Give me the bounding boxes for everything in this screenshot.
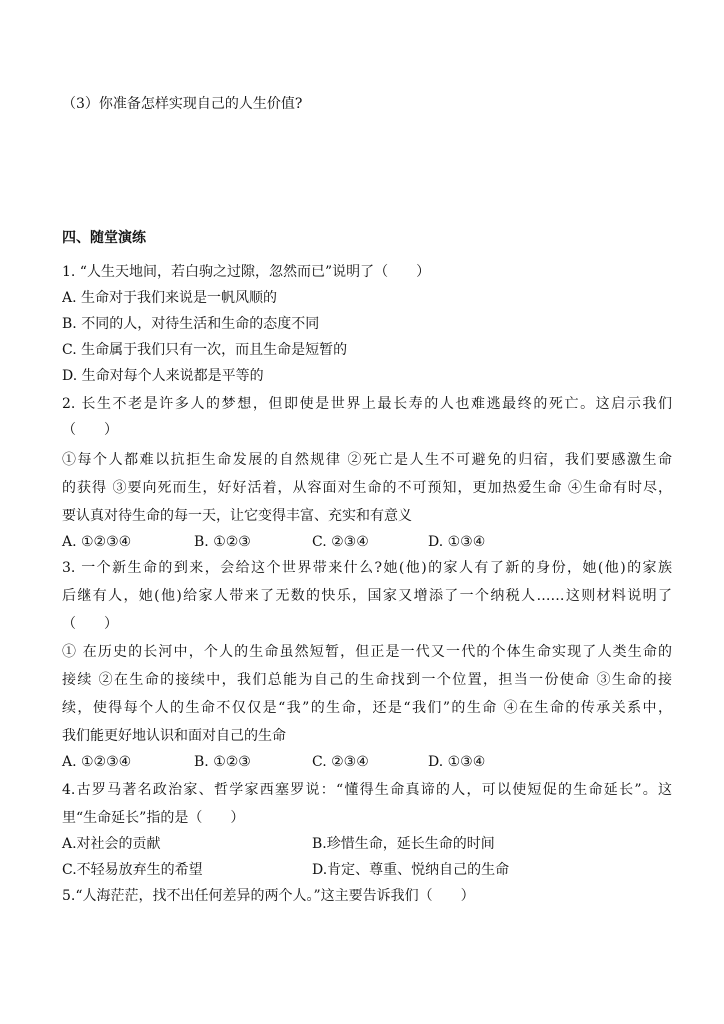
q4-option-c: C.不轻易放弃生的希望: [62, 862, 203, 878]
q3-stem-line2: 后继有人，她(他)给家人带来了无数的快乐，国家又增添了一个纳税人……这则材料说明了: [62, 588, 672, 604]
q3-body-line2: 接续 ②在生命的接续中，我们总能为自己的生命找到一个位置，担当一份使命 ③生命的接: [62, 672, 672, 688]
q2-stem-line2: （ ）: [62, 422, 118, 438]
q1-stem: 1. “人生天地间，若白驹之过隙，忽然而已”说明了（ ）: [62, 264, 431, 280]
q3-option-b: B. ①②③: [194, 754, 251, 770]
q3-stem-line1: 3. 一个新生命的到来，会给这个世界带来什么?她(他)的家人有了新的身份，她(他)的家族: [62, 560, 672, 576]
q1-option-b: B. 不同的人，对待生活和生命的态度不同: [62, 316, 320, 332]
q1-option-d: D. 生命对每个人来说都是平等的: [62, 368, 264, 384]
q1-option-a: A. 生命对于我们来说是一帆风顺的: [62, 290, 278, 306]
q3-option-d: D. ①③④: [428, 754, 486, 770]
q2-option-b: B. ①②③: [194, 534, 251, 550]
q2-stem-line1: 2. 长生不老是许多人的梦想，但即使是世界上最长寿的人也难逃最终的死亡。这启示我们: [62, 396, 672, 412]
q2-option-a: A. ①②③④: [62, 534, 132, 550]
q3-stem-line3: （ ）: [62, 616, 118, 632]
q2-option-d: D. ①③④: [428, 534, 486, 550]
q4-option-a: A.对社会的贡献: [62, 836, 161, 852]
q3-option-a: A. ①②③④: [62, 754, 132, 770]
q3-body-line3: 续，使得每个人的生命不仅仅是“我”的生命，还是“我们”的生命 ④在生命的传承关系中，: [62, 700, 672, 716]
q2-body-line1: ①每个人都难以抗拒生命发展的自然规律 ②死亡是人生不可避免的归宿，我们要感激生命: [62, 452, 672, 468]
q3-body-line1: ① 在历史的长河中，个人的生命虽然短暂，但正是一代又一代的个体生命实现了人类生命的: [62, 644, 672, 660]
q5-stem: 5.“人海茫茫，找不出任何差异的两个人。”这主要告诉我们（ ）: [62, 888, 475, 904]
q2-body-line3: 要认真对待生命的每一天，让它变得丰富、充实和有意义: [62, 508, 412, 524]
q4-stem-line1: 4.古罗马著名政治家、哲学家西塞罗说：“懂得生命真谛的人，可以使短促的生命延长”。这: [62, 782, 672, 798]
q3-option-c: C. ②③④: [312, 754, 369, 770]
q3-body-line4: 我们能更好地认识和面对自己的生命: [62, 728, 286, 744]
q2-option-c: C. ②③④: [312, 534, 369, 550]
section4-title: 四、随堂演练: [62, 230, 146, 246]
q2-body-line2: 的获得 ③要向死而生，好好活着，从容面对生命的不可预知，更加热爱生命 ④生命有时尽，: [62, 480, 672, 496]
q4-option-b: B.珍惜生命，延长生命的时间: [312, 836, 495, 852]
q1-option-c: C. 生命属于我们只有一次，而且生命是短暂的: [62, 342, 348, 358]
q4-stem-line2: 里“生命延长”指的是（ ）: [62, 810, 245, 826]
q4-option-d: D.肯定、尊重、悦纳自己的生命: [312, 862, 510, 878]
section3-question: （3）你准备怎样实现自己的人生价值?: [62, 96, 303, 112]
